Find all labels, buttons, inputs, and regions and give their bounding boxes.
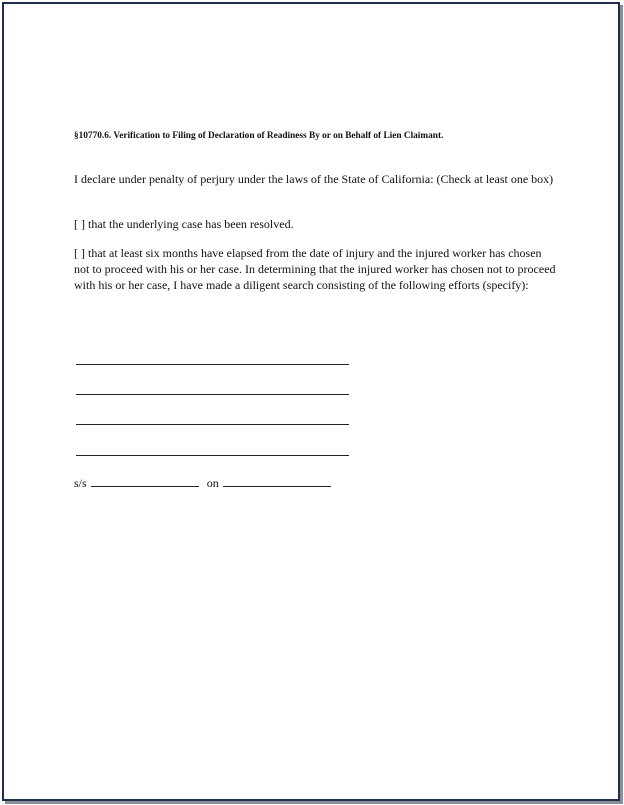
checkbox-option-not-proceed[interactable]: [ ] that at least six months have elapsed from the date of injury and the injured worker has chosen not to proceed with his or her case. In determining that the injured worker has chosen not to proceed with his or her case, I have made a diligent search consisting of the following efforts (specify):: [74, 246, 556, 292]
section-heading: §10770.6. Verification to Filing of Declaration of Readiness By or on Behalf of Lien Claimant.: [74, 131, 444, 141]
efforts-line-1[interactable]: [76, 364, 349, 365]
signature-row: [74, 474, 331, 491]
signature-label: s/s: [74, 476, 87, 490]
efforts-line-3[interactable]: [76, 424, 349, 425]
date-field[interactable]: [223, 474, 331, 487]
document-page: [2, 2, 620, 801]
signature-field[interactable]: [91, 474, 199, 487]
efforts-line-2[interactable]: [76, 394, 349, 395]
checkbox-option-resolved[interactable]: [ ] that the underlying case has been resolved.: [74, 217, 294, 231]
efforts-line-4[interactable]: [76, 455, 349, 456]
declaration-text: I declare under penalty of perjury under the laws of the State of California: (Check at least one box): [74, 172, 554, 186]
date-label: on: [206, 476, 219, 490]
